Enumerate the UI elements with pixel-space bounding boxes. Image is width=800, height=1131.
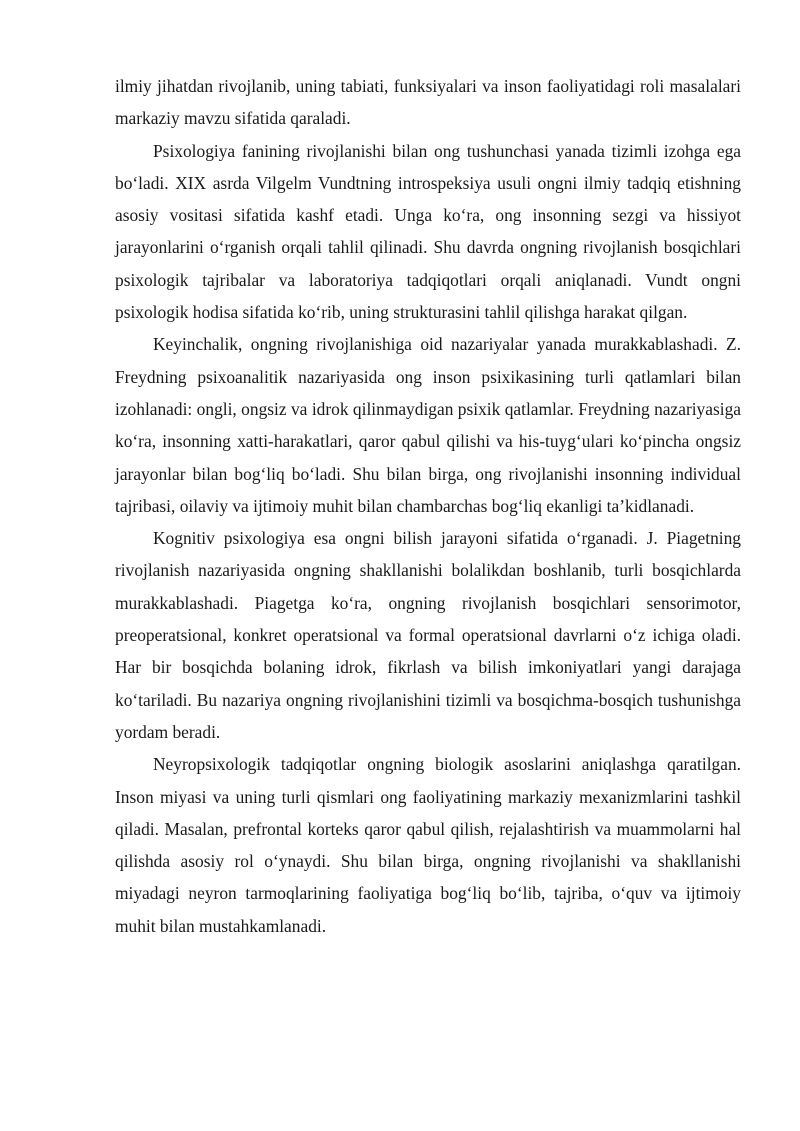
paragraph-continuation: ilmiy jihatdan rivojlanib, uning tabiati, funksiyalari va inson faoliyatidagi roli masalalari markaziy mavzu sifatida qaraladi. [115,76,741,129]
paragraph-vundt: Psixologiya fanining rivojlanishi bilan ong tushunchasi yanada tizimli izohga ega bo‘ladi. XIX asrda Vilgelm Vundtning introspeksiya usuli ongni ilmiy tadqiq etishning asosiy vositasi sifatida kashf etadi. Unga ko‘ra, ong insonning sezgi va hissiyot jarayonlarini o‘rganish orqali tahlil qilinadi. Shu davrda ongning rivojlanish bosqichlari psixologik tajribalar va laboratoriya tadqiqotlari orqali aniqlanadi. Vundt ongni psixologik hodisa sifatida ko‘rib, uning strukturasini tahlil qilishga harakat qilgan. [115,140,741,323]
document-page [115,70,741,942]
paragraph-neuropsychology: Neyropsixologik tadqiqotlar ongning biologik asoslarini aniqlashga qaratilgan. Inson miyasi va uning turli qismlari ong faoliyatining markaziy mexanizmlarini tashkil qiladi. Masalan, prefrontal korteks qaror qabul qilish, rejalashtirish va muammolarni hal qilishda asosiy rol o‘ynaydi. Shu bilan birga, ongning rivojlanishi va shakllanishi miyadagi neyron tarmoqlarining faoliyatiga bog‘liq bo‘lib, tajriba, o‘quv va ijtimoiy muhit bilan mustahkamlanadi. [115,754,741,936]
paragraph-piaget: Kognitiv psixologiya esa ongni bilish jarayoni sifatida o‘rganadi. J. Piagetning rivojlanish nazariyasida ongning shakllanishi bolalikdan boshlanib, turli bosqichlarda murakkablashadi. Piagetga ko‘ra, ongning rivojlanish bosqichlari sensorimotor, preoperatsional, konkret operatsional va formal operatsional davrlarni o‘z ichiga oladi. Har bir bosqichda bolaning idrok, fikrlash va bilish imkoniyatlari yangi darajaga ko‘tariladi. Bu nazariya ongning rivojlanishini tizimli va bosqichma-bosqich tushunishga yordam beradi. [115,528,741,742]
paragraph-freud: Keyinchalik, ongning rivojlanishiga oid nazariyalar yanada murakkablashadi. Z. Freydning psixoanalitik nazariyasida ong inson psixikasining turli qatlamlari bilan izohlanadi: ongli, ongsiz va idrok qilinmaydigan psixik qatlamlar. Freydning nazariyasiga ko‘ra, insonning xatti-harakatlari, qaror qabul qilishi va his-tuyg‘ulari ko‘pincha ongsiz jarayonlar bilan bog‘liq bo‘ladi. Shu bilan birga, ong rivojlanishi insonning individual tajribasi, oilaviy va ijtimoiy muhit bilan chambarchas bog‘liq ekanligi ta’kidlanadi. [115,334,741,516]
